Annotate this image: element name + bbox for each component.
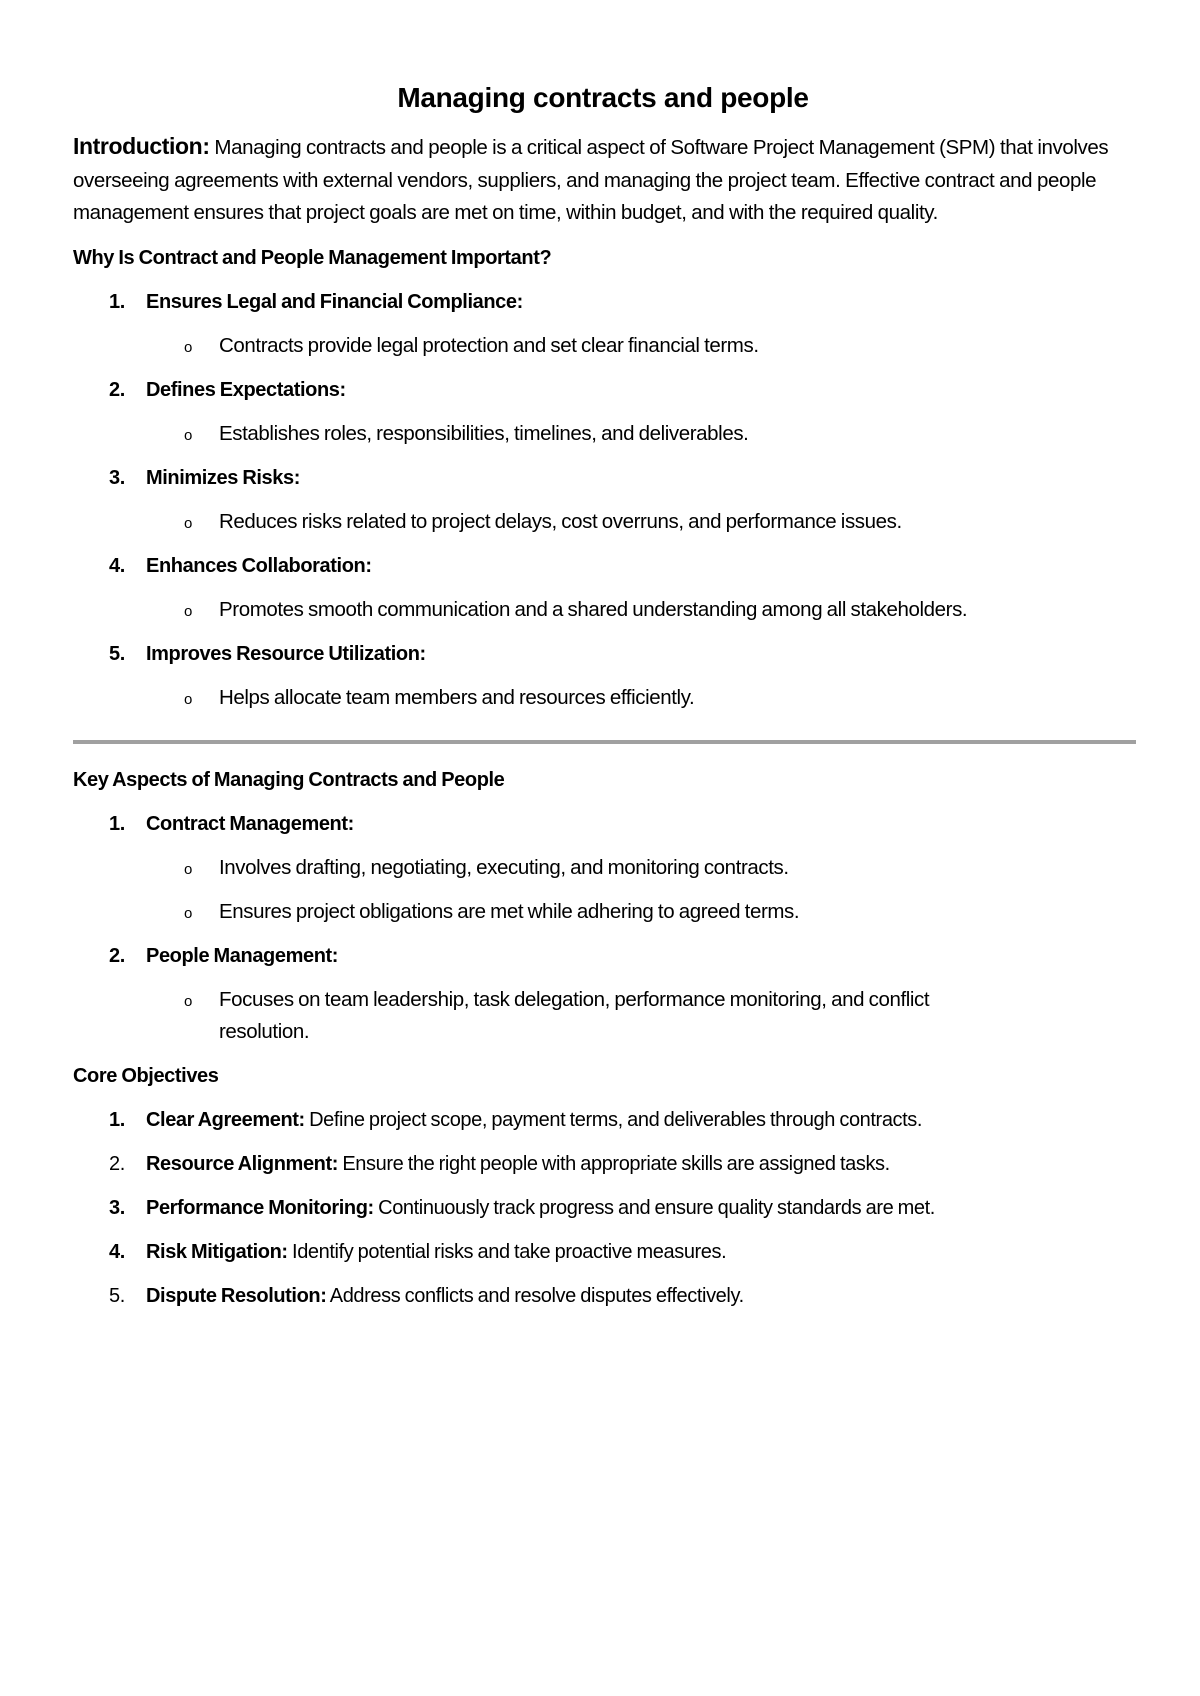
bullet-item — [73, 896, 1133, 928]
core-objective-item — [73, 1104, 1133, 1136]
intro-paragraph — [73, 130, 1133, 230]
item-title: People Management: — [146, 944, 339, 967]
item-number: 3. — [109, 466, 125, 489]
why-list — [73, 638, 1133, 670]
item-title: Minimizes Risks: — [146, 466, 300, 489]
core-objective-item — [73, 1148, 1133, 1180]
item-title: Enhances Collaboration: — [146, 554, 372, 577]
core-objective-item — [73, 1280, 1133, 1312]
why-item — [73, 462, 1133, 494]
bullet-text: Ensures project obligations are met while adhering to agreed terms. — [219, 899, 800, 923]
item-title: Resource Alignment: — [146, 1152, 339, 1175]
intro-text: Managing contracts and people is a critical aspect of Software Project Management (SPM) that involves overseeing agreements with external vendors, suppliers, and managing the project team. Effective contract and people management ensures that project goals are met on time, within budget, and with the required quality. — [73, 136, 1109, 224]
bullet-item — [73, 852, 1133, 884]
bullet-item — [73, 594, 1133, 626]
core-objective-item — [73, 1192, 1133, 1224]
bullet-marker: o — [184, 426, 192, 444]
why-item — [73, 638, 1133, 670]
bullet-item — [73, 330, 1133, 362]
bullet-marker: o — [184, 860, 192, 878]
item-number: 2. — [109, 944, 125, 967]
bullet-text: Focuses on team leadership, task delegation, performance monitoring, and conflict resolution. — [219, 987, 930, 1043]
item-number: 2. — [109, 1152, 125, 1175]
item-title: Improves Resource Utilization: — [146, 642, 426, 665]
why-bullets — [73, 330, 1133, 362]
bullet-text: Establishes roles, responsibilities, timelines, and deliverables. — [219, 421, 749, 445]
bullet-text: Helps allocate team members and resources efficiently. — [219, 685, 695, 709]
why-item — [73, 550, 1133, 582]
item-text: Ensure the right people with appropriate skills are assigned tasks. — [338, 1152, 890, 1175]
item-title: Defines Expectations: — [146, 378, 346, 401]
bullet-marker: o — [184, 514, 192, 532]
bullet-item — [73, 682, 1133, 714]
item-text: Identify potential risks and take proactive measures. — [287, 1240, 727, 1263]
item-number: 3. — [109, 1196, 125, 1219]
item-text: Address conflicts and resolve disputes effectively. — [326, 1284, 744, 1307]
item-text: Continuously track progress and ensure quality standards are met. — [373, 1196, 935, 1219]
why-item — [73, 286, 1133, 318]
core-objectives-list — [73, 1104, 1133, 1312]
item-title: Risk Mitigation: — [146, 1240, 288, 1263]
why-item — [73, 374, 1133, 406]
why-heading: Why Is Contract and People Management Important? — [73, 246, 552, 269]
why-list — [73, 550, 1133, 582]
item-number: 1. — [109, 290, 125, 313]
key-aspects-bullets — [73, 984, 1133, 1048]
bullet-marker: o — [184, 690, 192, 708]
item-title: Performance Monitoring: — [146, 1196, 374, 1219]
document-page — [73, 70, 1133, 1312]
core-objective-item — [73, 1236, 1133, 1268]
bullet-marker: o — [184, 904, 192, 922]
item-number: 1. — [109, 812, 125, 835]
key-aspect-item — [73, 940, 1133, 972]
intro-label: Introduction: — [73, 133, 210, 159]
why-bullets — [73, 418, 1133, 450]
bullet-text: Promotes smooth communication and a shared understanding among all stakeholders. — [219, 597, 968, 621]
item-number: 2. — [109, 378, 125, 401]
core-objectives-heading: Core Objectives — [73, 1064, 219, 1087]
key-aspects-bullets — [73, 852, 1133, 928]
item-number: 4. — [109, 1240, 125, 1263]
why-bullets — [73, 682, 1133, 714]
why-list — [73, 374, 1133, 406]
bullet-item — [73, 506, 1133, 538]
horizontal-rule — [73, 740, 1136, 744]
bullet-marker: o — [184, 992, 192, 1010]
why-bullets — [73, 594, 1133, 626]
bullet-text: Contracts provide legal protection and set clear financial terms. — [219, 333, 759, 357]
why-list — [73, 286, 1133, 318]
item-number: 5. — [109, 642, 125, 665]
key-aspects-list — [73, 940, 1133, 972]
item-number: 4. — [109, 554, 125, 577]
why-list — [73, 462, 1133, 494]
key-aspects-heading: Key Aspects of Managing Contracts and People — [73, 768, 505, 791]
key-aspect-item — [73, 808, 1133, 840]
item-number: 5. — [109, 1284, 125, 1307]
page-title: Managing contracts and people — [397, 82, 809, 113]
key-aspects-list — [73, 808, 1133, 840]
bullet-item — [73, 418, 1133, 450]
item-text: Define project scope, payment terms, and deliverables through contracts. — [304, 1108, 923, 1131]
bullet-marker: o — [184, 338, 192, 356]
item-title: Dispute Resolution: — [146, 1284, 327, 1307]
bullet-text: Reduces risks related to project delays, cost overruns, and performance issues. — [219, 509, 902, 533]
bullet-item — [73, 984, 1133, 1048]
bullet-marker: o — [184, 602, 192, 620]
why-bullets — [73, 506, 1133, 538]
item-title: Contract Management: — [146, 812, 354, 835]
item-title: Ensures Legal and Financial Compliance: — [146, 290, 523, 313]
bullet-text: Involves drafting, negotiating, executing, and monitoring contracts. — [219, 855, 789, 879]
item-title: Clear Agreement: — [146, 1108, 305, 1131]
item-number: 1. — [109, 1108, 125, 1131]
